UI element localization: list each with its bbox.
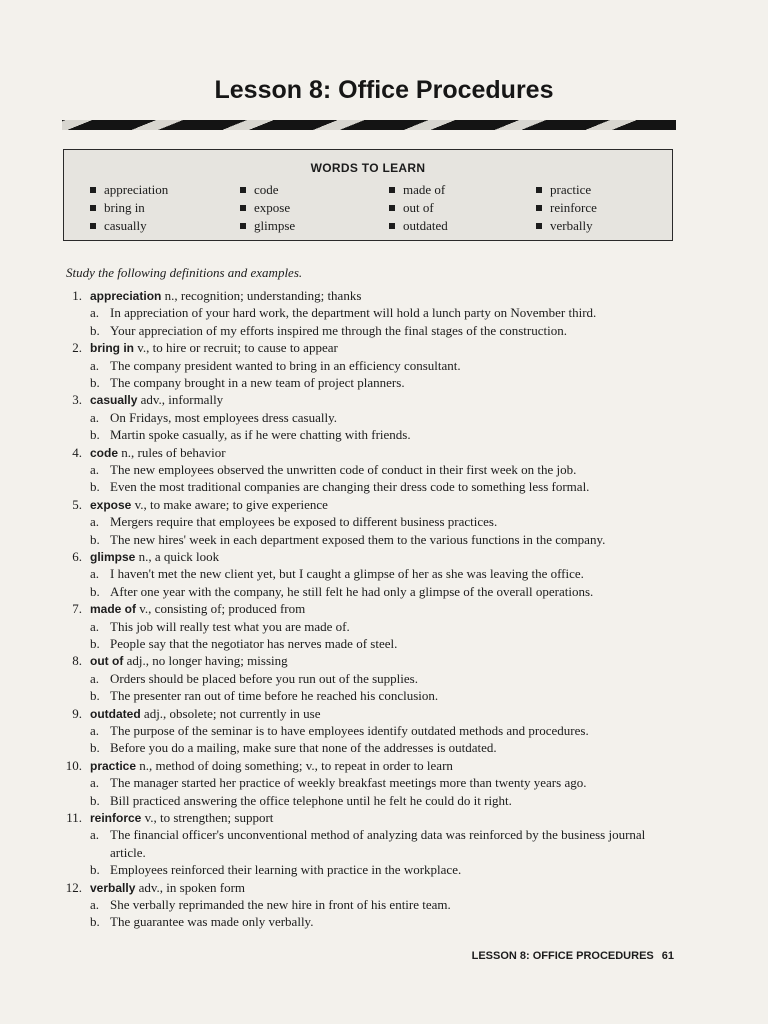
example-letter: a. [90, 566, 100, 582]
definition-number: 11. [66, 810, 82, 826]
example-text: Your appreciation of my efforts inspired me through the final stages of the construction. [110, 322, 567, 338]
bullet-icon [389, 223, 395, 229]
example-item [0, 792, 768, 809]
example-item [0, 374, 768, 391]
definition-term: bring in [90, 341, 134, 356]
example-text: Bill practiced answering the office telephone until he felt he could do it right. [110, 792, 512, 808]
example-letter: b. [90, 322, 100, 338]
example-item [0, 565, 768, 582]
word-item: bring in [90, 199, 168, 217]
definition-number: 5. [72, 496, 82, 512]
example-letter: b. [90, 792, 100, 808]
example-item [0, 322, 768, 339]
definition-number: 8. [72, 653, 82, 669]
example-text: Even the most traditional companies are changing their dress code to something less formal. [110, 479, 590, 495]
definition-item [0, 496, 768, 548]
word-item: glimpse [240, 217, 295, 235]
definition-term: verbally [90, 880, 136, 895]
example-text: After one year with the company, he still felt he had only a glimpse of the overall operations. [110, 583, 594, 599]
definition-number: 7. [72, 601, 82, 617]
definition-text: v., to hire or recruit; to cause to appear [134, 340, 338, 356]
definitions-list [0, 287, 768, 931]
bullet-icon [90, 205, 96, 211]
example-text: The presenter ran out of time before he reached his conclusion. [110, 688, 439, 704]
definition-text: n., rules of behavior [118, 444, 226, 460]
word-item: outdated [389, 217, 448, 235]
word-item: verbally [536, 217, 597, 235]
word-column-2 [240, 181, 295, 235]
example-item [0, 409, 768, 426]
definition-item [0, 705, 768, 757]
example-text: In appreciation of your hard work, the department will hold a lunch party on November third. [110, 305, 597, 321]
definition-item [0, 444, 768, 496]
definition-number: 12. [65, 879, 82, 895]
definition-term: glimpse [90, 550, 136, 565]
definition-text: n., method of doing something; v., to repeat in order to learn [136, 757, 453, 773]
bullet-icon [536, 223, 542, 229]
example-letter: a. [90, 827, 100, 843]
definition-text: v., consisting of; produced from [136, 601, 306, 617]
example-letter: b. [90, 862, 100, 878]
definition-item [0, 809, 768, 879]
word-column-4 [536, 181, 597, 235]
example-letter: b. [90, 636, 100, 652]
example-letter: b. [90, 583, 100, 599]
example-item [0, 722, 768, 739]
definition-term: code [90, 445, 119, 460]
example-item [0, 304, 768, 321]
example-text: Orders should be placed before you run out of the supplies. [110, 670, 418, 686]
definition-number: 2. [72, 340, 82, 356]
example-item [0, 826, 768, 861]
example-letter: b. [90, 375, 100, 390]
definition-item [0, 600, 768, 652]
bullet-icon [90, 223, 96, 229]
definition-term: practice [90, 758, 137, 773]
example-letter: a. [90, 409, 100, 425]
word-item: practice [536, 181, 597, 199]
example-text: This job will really test what you are made of. [110, 618, 350, 634]
example-text: Before you do a mailing, make sure that none of the addresses is outdated. [110, 740, 497, 756]
example-item [0, 583, 768, 600]
page-number: 61 [661, 950, 674, 962]
example-item [0, 739, 768, 756]
example-letter: a. [90, 305, 100, 321]
example-item [0, 357, 768, 374]
example-item [0, 513, 768, 530]
example-text: She verbally reprimanded the new hire in front of his entire team. [110, 897, 451, 913]
example-text: The financial officer's unconventional method of analyzing data was reinforced by the business journal article. [110, 827, 646, 860]
word-column-1 [90, 181, 168, 235]
words-heading: WORDS TO LEARN [310, 161, 426, 175]
page-title: Lesson 8: Office Procedures [214, 76, 554, 104]
definition-number: 10. [65, 757, 82, 773]
definition-number: 1. [72, 288, 82, 303]
example-letter: b. [90, 740, 100, 756]
example-item [0, 687, 768, 704]
bullet-icon [240, 223, 246, 229]
example-text: On Fridays, most employees dress casually. [110, 409, 337, 425]
bullet-icon [536, 205, 542, 211]
definition-text: n., a quick look [135, 549, 220, 565]
example-letter: b. [90, 688, 100, 704]
word-item: out of [389, 199, 448, 217]
example-text: Martin spoke casually, as if he were chatting with friends. [110, 427, 411, 443]
definition-number: 6. [72, 549, 82, 565]
example-letter: a. [90, 357, 100, 373]
example-item [0, 774, 768, 791]
bullet-icon [240, 187, 246, 193]
example-letter: a. [90, 618, 100, 634]
example-item [0, 426, 768, 443]
example-letter: a. [90, 514, 100, 530]
definition-item [0, 287, 768, 339]
example-text: People say that the negotiator has nerves made of steel. [110, 636, 398, 652]
words-to-learn-box [63, 149, 673, 241]
definition-number: 4. [72, 444, 82, 460]
example-text: The new hires' week in each department exposed them to the various functions in the company. [110, 531, 606, 547]
example-text: Mergers require that employees be exposed to different business practices. [110, 514, 498, 530]
definition-text: v., to strengthen; support [141, 810, 274, 826]
example-text: The purpose of the seminar is to have employees identify outdated methods and procedures. [110, 723, 589, 739]
footer-label: LESSON 8: OFFICE PROCEDURES [471, 950, 654, 962]
example-text: Employees reinforced their learning with practice in the workplace. [110, 862, 462, 878]
example-letter: b. [90, 479, 100, 495]
word-item: appreciation [90, 181, 168, 199]
word-item: reinforce [536, 199, 597, 217]
example-item [0, 635, 768, 652]
example-text: The guarantee was made only verbally. [110, 914, 314, 930]
definition-item [0, 548, 768, 600]
example-text: The new employees observed the unwritten code of conduct in their first week on the job. [110, 462, 577, 477]
word-item: casually [90, 217, 168, 235]
bullet-icon [90, 187, 96, 193]
definition-term: out of [90, 654, 124, 669]
word-item: code [240, 181, 295, 199]
definition-item [0, 879, 768, 931]
definition-term: casually [90, 393, 138, 408]
bullet-icon [240, 205, 246, 211]
intro-text: Study the following definitions and examples. [66, 265, 303, 280]
example-text: I haven't met the new client yet, but I caught a glimpse of her as she was leaving the office. [110, 566, 584, 582]
example-item [0, 670, 768, 687]
bullet-icon [389, 187, 395, 193]
definition-number: 9. [72, 705, 82, 721]
definition-item [0, 757, 768, 809]
definition-term: appreciation [90, 289, 162, 303]
definition-text: adv., in spoken form [135, 879, 246, 895]
definition-text: v., to make aware; to give experience [131, 496, 328, 512]
definition-item [0, 391, 768, 443]
example-item [0, 861, 768, 878]
word-item: expose [240, 199, 295, 217]
example-letter: b. [90, 914, 100, 930]
example-item [0, 913, 768, 930]
example-item [0, 896, 768, 913]
definition-term: reinforce [90, 811, 142, 826]
example-letter: a. [90, 723, 100, 739]
definition-text: adv., informally [137, 392, 224, 408]
definition-text: n., recognition; understanding; thanks [161, 288, 362, 303]
bullet-icon [389, 205, 395, 211]
example-letter: a. [90, 670, 100, 686]
example-item [0, 618, 768, 635]
example-letter: a. [90, 775, 100, 791]
example-text: The company brought in a new team of project planners. [110, 375, 405, 390]
example-letter: a. [90, 462, 100, 477]
bullet-icon [536, 187, 542, 193]
definition-term: outdated [90, 706, 141, 721]
example-text: The manager started her practice of weekly breakfast meetings more than twenty years ago. [110, 775, 587, 791]
example-letter: a. [90, 897, 100, 913]
page-footer [472, 950, 674, 962]
definition-item [0, 652, 768, 704]
stripe-divider [62, 120, 676, 130]
word-column-3 [389, 181, 448, 235]
definition-text: adj., no longer having; missing [123, 653, 288, 669]
definition-term: expose [90, 497, 132, 512]
example-letter: b. [90, 427, 100, 443]
definition-number: 3. [72, 392, 82, 408]
definition-text: adj., obsolete; not currently in use [140, 705, 321, 721]
example-text: The company president wanted to bring in an efficiency consultant. [110, 357, 461, 373]
word-item: made of [389, 181, 448, 199]
definition-item [0, 339, 768, 391]
definition-term: made of [90, 602, 137, 617]
example-item [0, 478, 768, 495]
example-item [0, 531, 768, 548]
example-item [0, 461, 768, 478]
example-letter: b. [90, 531, 100, 547]
